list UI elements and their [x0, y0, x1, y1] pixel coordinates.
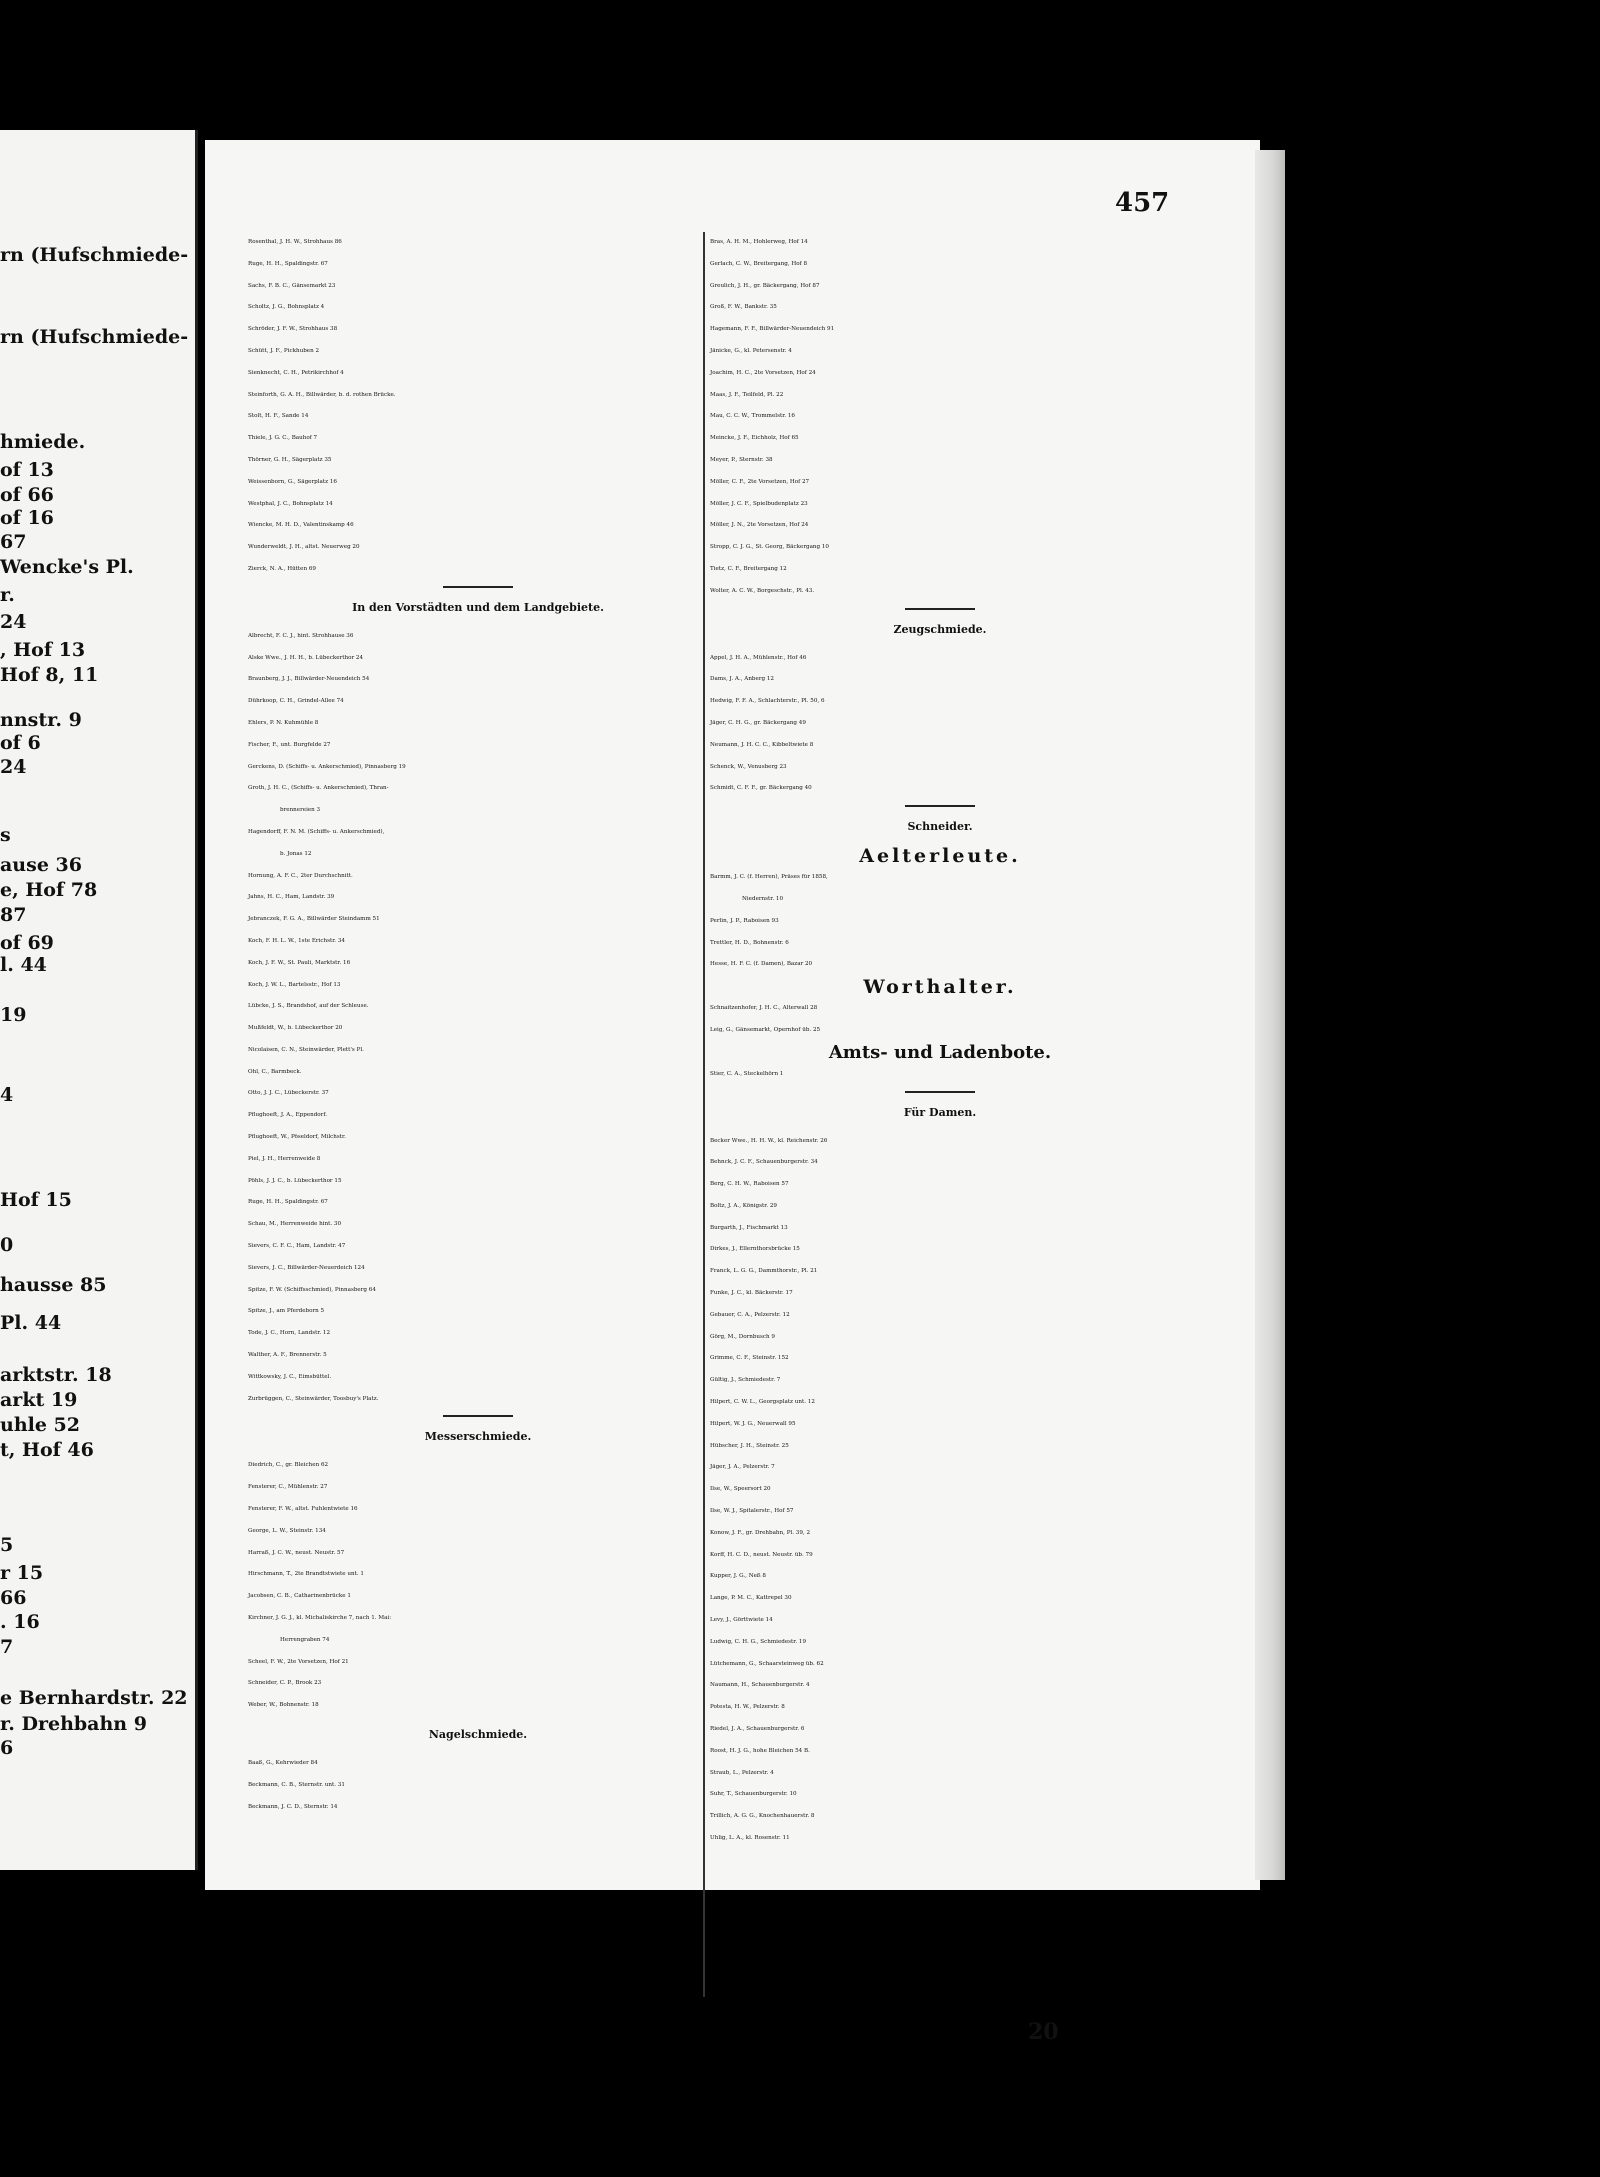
directory-entry: Stolt, H. F., Sande 14 — [248, 413, 309, 420]
left-page-line: uhle 52 — [0, 1414, 80, 1436]
directory-entry: Walther, A. F., Brennerstr. 5 — [248, 1352, 327, 1359]
left-page-line: arktstr. 18 — [0, 1364, 112, 1386]
directory-entry: Groß, F. W., Bankstr. 35 — [710, 304, 777, 311]
left-page-line: Wencke's Pl. — [0, 556, 134, 578]
directory-entry: Levy, J., Görttwiete 14 — [710, 1617, 773, 1624]
left-page-line: rn (Hufschmiede- — [0, 244, 189, 266]
directory-entry: Kupper, J. G., Neß 8 — [710, 1573, 766, 1580]
directory-entry: Fensterer, F. W., altst. Fuhlentwiete 16 — [248, 1506, 358, 1513]
left-page-line: hmiede. — [0, 431, 86, 453]
directory-column-left — [248, 232, 708, 1818]
directory-entry: Rosenthal, J. H. W., Strohhaus 86 — [248, 239, 342, 245]
directory-entry: Schenck, W., Venusberg 23 — [710, 763, 787, 770]
directory-entry: Hilpert, W. J. G., Neuerwall 95 — [710, 1420, 796, 1427]
section-heading: In den Vorstädten und dem Landgebiete. — [352, 600, 604, 614]
directory-entry: Franck, L. G. G., Dammthorstr., Pl. 21 — [710, 1268, 818, 1275]
section-divider — [905, 805, 975, 807]
directory-entry: Ehlers, P. N. Kuhmühle 8 — [248, 719, 319, 726]
directory-entry: Fischer, F., unt. Burgfelde 27 — [248, 741, 331, 748]
section-subheading: Amts- und Ladenbote. — [828, 1041, 1052, 1063]
directory-entry: Grimme, C. F., Steinstr. 152 — [710, 1355, 789, 1362]
directory-entry: Sievers, J. C., Billwärder-Neuerdeich 124 — [248, 1264, 365, 1271]
directory-entry: Ilse, W. J., Spitalerstr., Hof 57 — [710, 1508, 794, 1515]
directory-entry: Schmidt, C. F. F., gr. Bäckergang 40 — [710, 785, 812, 792]
directory-entry: Scholtz, J. G., Bohnsplatz 4 — [248, 304, 325, 311]
directory-entry: Mau, C. C. W., Trommelstr. 16 — [710, 413, 795, 420]
directory-entry: Spitze, F. W. (Schiffsschmied), Pinnasberg 64 — [248, 1286, 376, 1293]
directory-entry: Gerlach, C. W., Breitergang, Hof 8 — [710, 260, 808, 267]
directory-entry: Greulich, J. H., gr. Bäckergang, Hof 87 — [710, 282, 820, 289]
directory-entry: Scheel, F. W., 2te Vorsetzen, Hof 21 — [248, 1658, 349, 1665]
directory-entry: Boltz, J. A., Königstr. 29 — [710, 1202, 777, 1209]
directory-entry: Koch, J. F. W., St. Pauli, Marktstr. 16 — [248, 959, 351, 966]
left-page-line: e Bernhardstr. 22 — [0, 1687, 188, 1709]
directory-entry: Thörner, G. H., Sägerplatz 35 — [248, 456, 332, 463]
page-number: 457 — [1115, 188, 1170, 218]
directory-entry: Jahns, H. C., Ham, Landstr. 39 — [248, 894, 335, 901]
directory-entry: Perlin, J. P., Raboisen 93 — [710, 917, 779, 924]
directory-entry: Konow, J. F., gr. Drehbahn, Pl. 39, 2 — [710, 1529, 811, 1536]
directory-entry: Wolter, A. C. W., Borgeschstr., Pl. 43. — [710, 587, 815, 594]
directory-entry: Pflughoeft, J. A., Eppendorf. — [248, 1112, 328, 1119]
directory-entry: Neumann, J. H. C. C., Kibbeltwiete 8 — [710, 741, 814, 748]
directory-entry: Sievers, C. F. C., Ham, Landstr. 47 — [248, 1243, 346, 1250]
directory-entry: Korff, H. C. D., neust. Neustr. üb. 79 — [710, 1551, 813, 1558]
section-heading: Nagelschmiede. — [428, 1728, 528, 1741]
directory-entry: Sachs, F. B. C., Gänsemarkt 23 — [248, 282, 336, 289]
directory-entry: Funke, J. C., kl. Bäckerstr. 17 — [710, 1290, 793, 1297]
left-page-line: t, Hof 46 — [0, 1439, 94, 1461]
left-page-line: 6 — [0, 1737, 14, 1759]
directory-entry: Diedrich, C., gr. Bleichen 62 — [248, 1462, 329, 1469]
left-page-line: . 16 — [0, 1611, 40, 1633]
left-page-line: Hof 8, 11 — [0, 664, 99, 686]
directory-entry: Schau, M., Herrenweide hint. 30 — [248, 1221, 342, 1228]
section-subheading: Worthalter. — [863, 976, 1017, 999]
directory-entry: Naumann, H., Schauenburgerstr. 4 — [710, 1682, 810, 1689]
directory-entry: Otto, J. J. C., Lübeckerstr. 37 — [248, 1090, 329, 1097]
directory-entry: Lübcke, J. S., Brandshof, auf der Schleuse. — [248, 1003, 369, 1010]
directory-entry: Schneider, C. P., Brook 23 — [248, 1680, 322, 1687]
directory-entry: Nicolaisen, C. N., Steinwärder, Plett's Pl. — [248, 1046, 364, 1053]
directory-column-right — [710, 232, 1170, 1850]
directory-entry: Mußfeldt, W., b. Lübeckerthor 20 — [248, 1025, 343, 1032]
directory-entry: Ilse, W., Speersort 20 — [710, 1486, 771, 1493]
directory-entry: Suhr, T., Schauenburgerstr. 10 — [710, 1791, 797, 1798]
directory-entry: Pöhls, J. J. C., b. Lübeckerthor 15 — [248, 1177, 342, 1184]
directory-entry: Pflughoeft, W., Pöseldorf, Milchstr. — [248, 1134, 346, 1141]
column-divider — [703, 232, 705, 1997]
directory-entry: Uhlig, L. A., kl. Rosenstr. 11 — [710, 1835, 790, 1841]
directory-entry: Westphal, J. C., Bohnsplatz 14 — [248, 500, 333, 507]
directory-entry: Gerckens, D. (Schiffs- u. Ankerschmied), Pinnasberg 19 — [248, 763, 406, 770]
directory-entry: Koch, F. H. L. W., 1ste Erichstr. 34 — [248, 937, 345, 944]
section-divider — [905, 1091, 975, 1093]
directory-entry: Bras, A. H. M., Hohlerweg, Hof 14 — [710, 239, 808, 245]
left-page-line: 4 — [0, 1084, 14, 1106]
directory-entry: Stropp, C. J. G., St. Georg, Bäckergang 10 — [710, 544, 829, 551]
section-heading: Messerschmiede. — [424, 1430, 532, 1444]
directory-entry: Braunberg, J. J., Billwärder-Neuendeich 54 — [248, 676, 370, 683]
left-page-line: 5 — [0, 1534, 14, 1556]
directory-entry: Weber, W., Bohnenstr. 18 — [248, 1702, 319, 1709]
directory-entry: Berg, C. H. W., Raboisen 57 — [710, 1181, 789, 1188]
left-page-line: arkt 19 — [0, 1389, 78, 1411]
directory-entry: Ruge, H. H., Spaldingstr. 67 — [248, 260, 328, 267]
left-page-line: r 15 — [0, 1562, 44, 1584]
directory-entry: Jänicke, G., kl. Petersenstr. 4 — [710, 347, 792, 354]
directory-entry: Becker Wwe., H. H. W., kl. Reichenstr. 26 — [710, 1137, 828, 1144]
directory-entry: Gültig, J., Schmiedestr. 7 — [710, 1377, 781, 1384]
directory-entry: Piel, J. H., Herrenweide 8 — [248, 1155, 321, 1162]
left-page-line: s — [0, 824, 11, 846]
left-page-line: 24 — [0, 611, 27, 633]
directory-entry: Behnck, J. C. F., Schauenburgerstr. 34 — [710, 1159, 818, 1166]
directory-entry: Dirkes, J., Ellernthorsbrücke 15 — [710, 1246, 800, 1253]
left-page-line: 0 — [0, 1234, 14, 1256]
directory-entry: Dührkoop, C. H., Grindel-Allee 74 — [248, 698, 344, 705]
directory-entry: Groth, J. H. C., (Schiffs- u. Ankerschmied), Thran- — [248, 785, 389, 792]
left-page-line: 66 — [0, 1587, 27, 1609]
directory-entry: Leig, G., Gänsemarkt, Opernhof üb. 25 — [710, 1026, 821, 1033]
section-heading: Für Damen. — [903, 1105, 977, 1119]
directory-entry: Schnaitzenhofer, J. H. C., Alterwall 28 — [710, 1005, 818, 1012]
sheet-number: 20 — [1028, 2019, 1059, 2045]
left-page-line: of 6 — [0, 732, 41, 754]
directory-entry: Hagendorff, F. N. M. (Schiffs- u. Ankerschmied), — [248, 828, 385, 835]
left-page-line: rn (Hufschmiede- — [0, 326, 189, 348]
section-subheading: Aelterleute. — [859, 845, 1021, 868]
directory-entry: Gebauer, C. A., Pelzerstr. 12 — [710, 1311, 790, 1318]
left-page-line: , Hof 13 — [0, 639, 86, 661]
directory-entry: Maas, J. F., Teilfeld, Pl. 22 — [710, 391, 784, 398]
left-page-line: of 13 — [0, 459, 54, 481]
page-edge-shadow — [1255, 150, 1285, 1880]
left-page-line: r. — [0, 584, 15, 606]
directory-entry: Koch, J. W. L., Bartelsstr., Hof 13 — [248, 981, 341, 988]
left-page-line: 7 — [0, 1636, 14, 1658]
directory-entry: Hübscher, J. H., Steinstr. 25 — [710, 1442, 789, 1449]
directory-entry: Lange, P. M. C., Kattrepel 30 — [710, 1595, 792, 1602]
directory-entry: Thiele, J. G. C., Bauhof 7 — [248, 435, 318, 442]
directory-entry: Jacobsen, C. B., Catharinenbrücke 1 — [248, 1593, 351, 1600]
directory-entry: Hesse, H. F. C. (f. Damen), Bazar 20 — [710, 961, 813, 968]
directory-entry: Appel, J. H. A., Mühlenstr., Hof 46 — [710, 654, 807, 661]
directory-entry: Stier, C. A., Steckelhörn 1 — [710, 1070, 784, 1077]
directory-entry: Dams, J. A., Anberg 12 — [710, 676, 774, 683]
directory-entry: Fensterer, C., Mühlenstr. 27 — [248, 1484, 328, 1491]
directory-entry: Schütt, J. F., Pickhuben 2 — [248, 347, 320, 354]
left-page-fragment — [0, 130, 198, 1870]
directory-entry: Joachim, H. C., 2te Vorsetzen, Hof 24 — [710, 369, 816, 376]
section-divider — [443, 586, 513, 588]
left-page-line: hausse 85 — [0, 1274, 107, 1296]
left-page-line: l. 44 — [0, 954, 47, 976]
directory-entry: Jebranczek, F. G. A., Billwärder Steindamm 51 — [248, 916, 380, 923]
directory-entry: Trillich, A. G. G., Knochenhauerstr. 8 — [710, 1813, 815, 1820]
directory-entry: Burgarth, J., Fischmarkt 13 — [710, 1224, 788, 1231]
directory-entry: Ruge, H. H., Spaldingstr. 67 — [248, 1199, 328, 1206]
directory-entry: Schröder, J. F. W., Strohhaus 38 — [248, 326, 338, 333]
left-page-line: Pl. 44 — [0, 1312, 62, 1334]
directory-entry: Roost, H. J. G., hohe Bleichen 54 B. — [710, 1747, 810, 1754]
directory-entry: Wunderweldt, J. H., altst. Neuerweg 20 — [248, 544, 360, 551]
directory-entry: Beckmann, J. C. D., Sternstr. 14 — [248, 1803, 338, 1810]
directory-entry: Ludwig, C. H. G., Schmiedestr. 19 — [710, 1638, 806, 1645]
left-page-line: of 69 — [0, 932, 54, 954]
directory-entry-continuation: Niedernstr. 10 — [742, 895, 784, 902]
section-divider — [905, 608, 975, 610]
directory-entry: Weissenborn, G., Sägerplatz 16 — [248, 478, 337, 485]
directory-entry: Möller, C. F., 2te Vorsetzen, Hof 27 — [710, 478, 810, 485]
left-page-line: 67 — [0, 531, 27, 553]
section-divider — [443, 1415, 513, 1417]
directory-entry: Möller, J. C. F., Spielbudenplatz 23 — [710, 500, 808, 507]
directory-entry: Hirschmann, T., 2te Brandtstwiete unt. 1 — [248, 1571, 364, 1578]
directory-entry: Beckmann, C. B., Sternstr. unt. 31 — [248, 1781, 345, 1788]
left-page-line: e, Hof 78 — [0, 879, 98, 901]
directory-entry: Kirchner, J. G. J., kl. Michaliskirche 7, nach 1. Mai: — [248, 1615, 392, 1622]
directory-entry: Hagemann, F. F., Billwärder-Neuendeich 91 — [710, 326, 835, 333]
directory-entry: Zurbrüggen, C., Steinwärder, Toosbuy's Platz. — [248, 1395, 379, 1402]
left-page-line: ause 36 — [0, 854, 82, 876]
directory-entry: Potesta, H. W., Pelzerstr. 8 — [710, 1704, 785, 1711]
directory-entry: Ohl, C., Barmbeck. — [248, 1068, 302, 1075]
directory-entry: George, L. W., Steinstr. 134 — [248, 1527, 326, 1534]
section-heading: Schneider. — [907, 820, 973, 834]
directory-entry: Görg, M., Dornbusch 9 — [710, 1333, 775, 1340]
directory-entry-continuation: Herrengraben 74 — [280, 1636, 330, 1643]
directory-entry: Hilpert, C. W. L., Georgsplatz unt. 12 — [710, 1399, 815, 1406]
directory-entry: Baaß, G., Kehrwieder 84 — [248, 1760, 318, 1766]
directory-entry-continuation: brennereien 3 — [280, 807, 321, 814]
directory-entry: Hedwig, F. F. A., Schlachterstr., Pl. 50, 6 — [710, 698, 825, 705]
directory-entry: Riedel, J. A., Schauenburgerstr. 6 — [710, 1726, 805, 1733]
left-page-line: 24 — [0, 756, 27, 778]
directory-entry: Straub, L., Pelzerstr. 4 — [710, 1769, 774, 1776]
directory-entry: Hornung, A. F. C., 2ter Durchschnitt. — [248, 872, 353, 879]
directory-entry: Meincke, J. F., Eichholz, Hof 65 — [710, 435, 799, 442]
directory-entry: Harraß, J. C. W., neust. Neustr. 57 — [248, 1549, 345, 1556]
directory-entry: Wiencke, M. H. D., Valentinskamp 46 — [248, 522, 354, 529]
section-heading: Zeugschmiede. — [893, 622, 987, 636]
directory-entry-continuation: b. Jonas 12 — [280, 850, 312, 857]
left-page-line: 19 — [0, 1004, 27, 1026]
directory-entry: Tietz, C. F., Breitergang 12 — [710, 565, 787, 572]
directory-entry: Alske Wwe., J. H. H., b. Lübeckerthor 24 — [248, 654, 364, 661]
directory-entry: Jäger, C. H. G., gr. Bäckergang 49 — [710, 719, 806, 726]
directory-entry: Trettler, H. D., Bohnenstr. 6 — [710, 939, 789, 946]
left-page-line: 87 — [0, 904, 27, 926]
directory-entry: Lütchemann, G., Schaarsteinweg üb. 62 — [710, 1660, 824, 1667]
left-page-line: r. Drehbahn 9 — [0, 1713, 147, 1735]
directory-entry: Zierck, N. A., Hütten 69 — [248, 565, 316, 572]
scan-border — [0, 2090, 1600, 2177]
directory-entry: Meyer, P., Sternstr. 38 — [710, 456, 773, 463]
directory-entry: Wittkowsky, J. C., Eimsbüttel. — [248, 1373, 332, 1380]
directory-entry: Tode, J. C., Horn, Landstr. 12 — [248, 1330, 331, 1337]
directory-entry: Barmm, J. C. (f. Herren), Präses für 1858, — [710, 874, 828, 881]
left-page-line: of 16 — [0, 507, 54, 529]
directory-entry: Steinforth, G. A. H., Billwärder, b. d. rothen Brücke. — [248, 391, 396, 398]
directory-entry: Sienknecht, C. H., Petrikirchhof 4 — [248, 369, 344, 376]
left-page-line: of 66 — [0, 484, 54, 506]
directory-entry: Albrecht, F. C. J., hint. Strohhause 36 — [248, 632, 354, 639]
directory-entry: Möller, J. N., 2te Vorsetzen, Hof 24 — [710, 522, 809, 529]
left-page-line: nnstr. 9 — [0, 709, 82, 731]
directory-entry: Spitze, J., am Pferdeborn 5 — [248, 1308, 325, 1315]
left-page-line: Hof 15 — [0, 1189, 72, 1211]
directory-entry: Jäger, J. A., Pelzerstr. 7 — [710, 1464, 775, 1471]
